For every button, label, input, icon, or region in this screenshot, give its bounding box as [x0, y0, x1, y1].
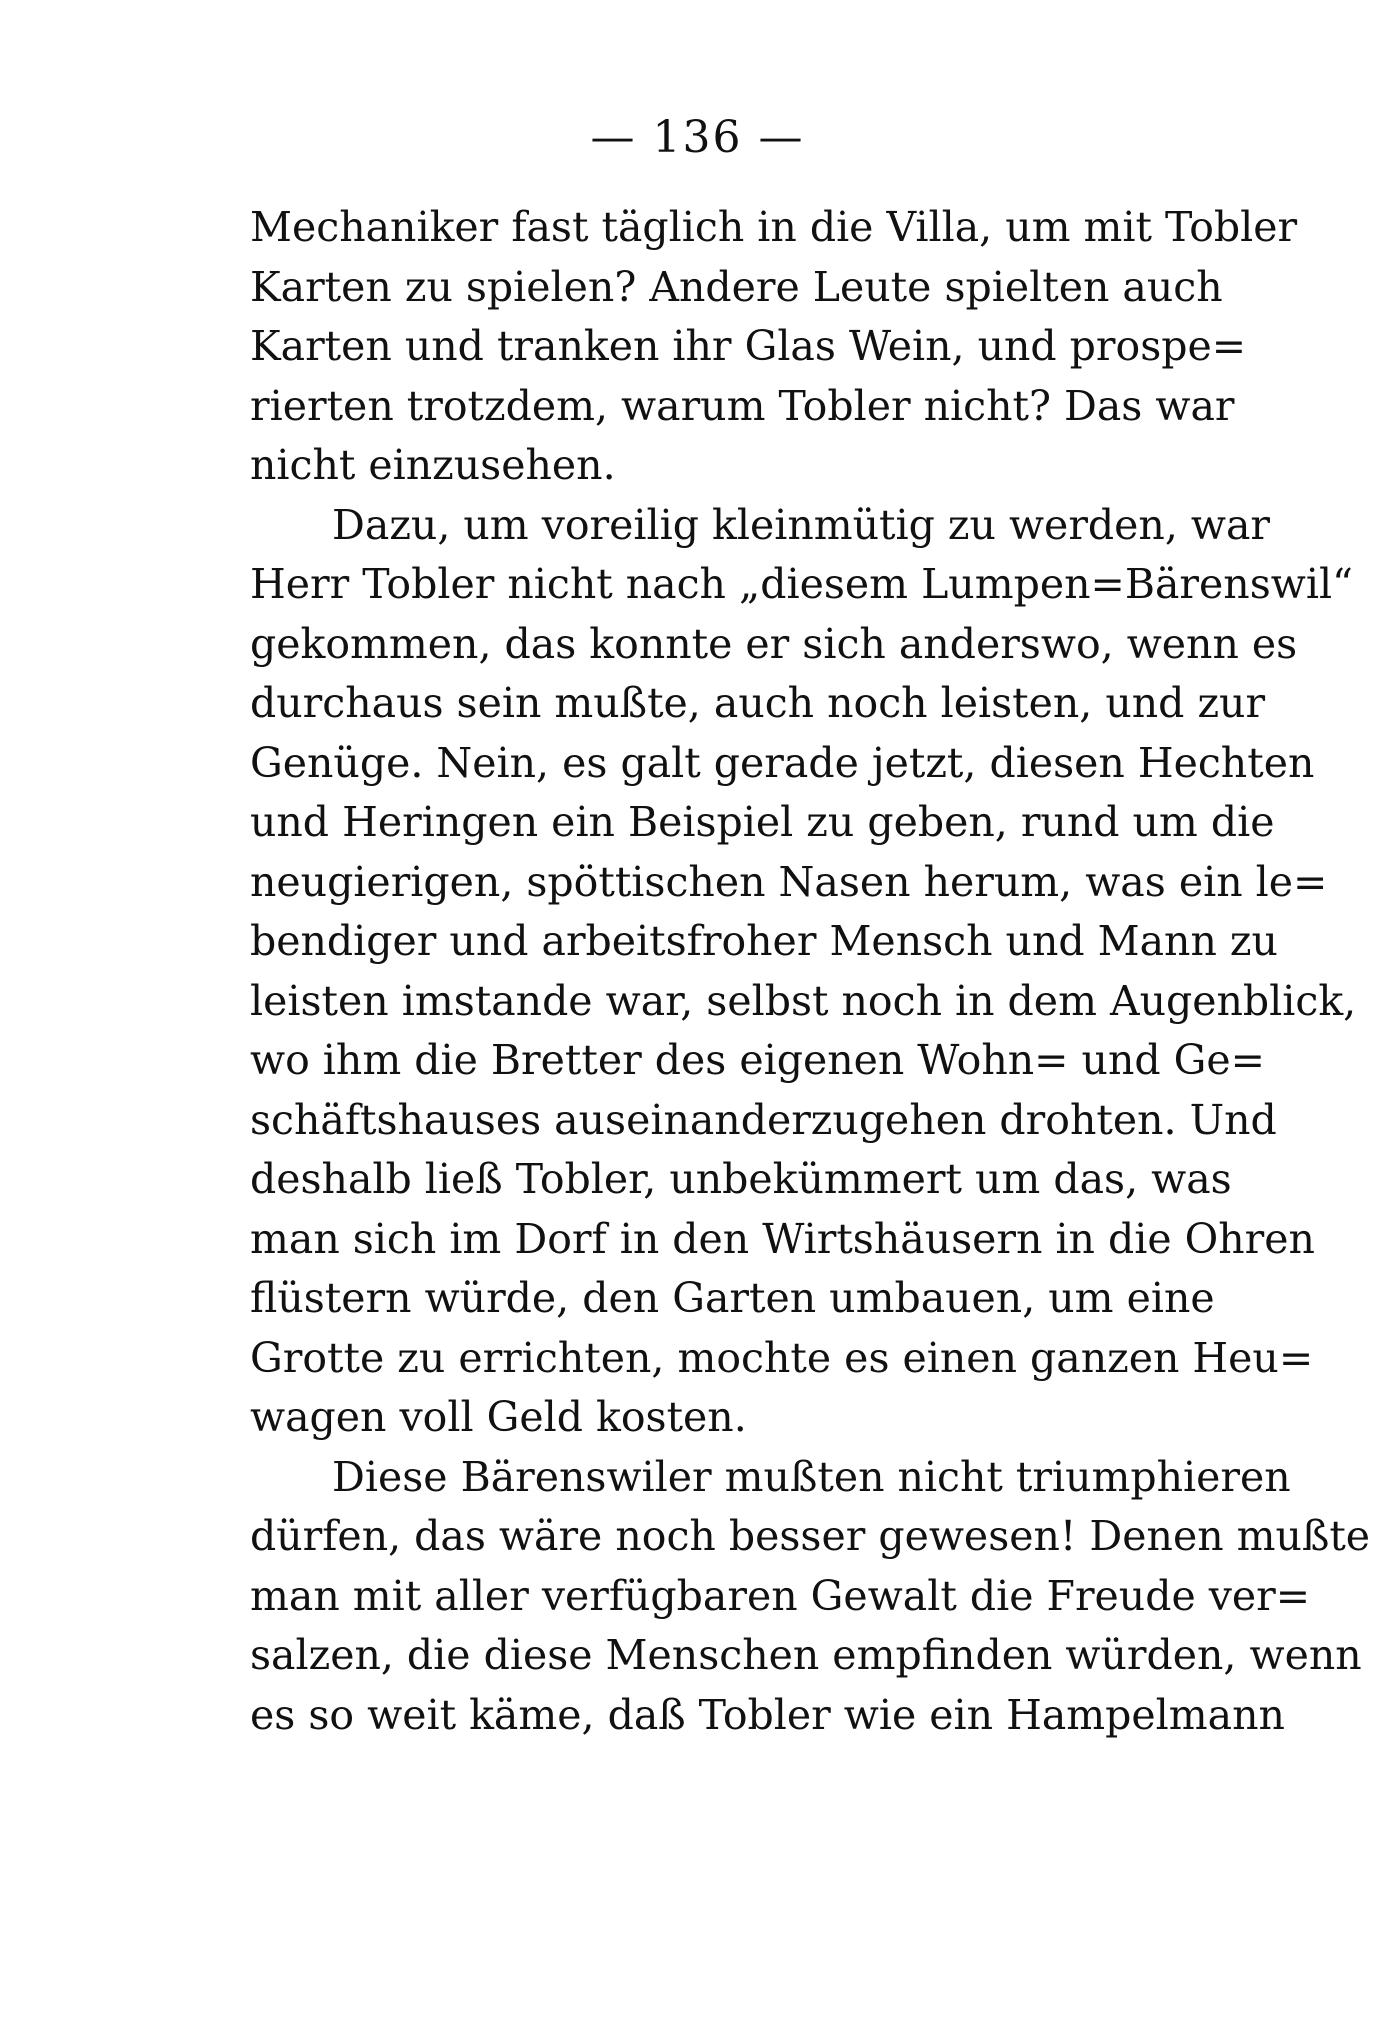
text-line: dürfen, das wäre noch besser gewesen! Denen mußte	[250, 1512, 1371, 1560]
text-line: gekommen, das konnte er sich anderswo, wenn es	[250, 619, 1298, 668]
text-line: Herr Tobler nicht nach „diesem Lumpen=Bärenswil“	[250, 560, 1354, 608]
text-line: neugierigen, spöttischen Nasen herum, was ein le=	[250, 857, 1328, 906]
text-line: leisten imstande war, selbst noch in dem Augenblick,	[250, 976, 1357, 1025]
page-number: — 136 —	[590, 112, 805, 163]
text-line: man mit aller verfügbaren Gewalt die Freude ver=	[250, 1571, 1311, 1620]
body-text	[250, 198, 1371, 1745]
text-line: und Heringen ein Beispiel zu geben, rund um die	[250, 798, 1275, 846]
text-line: salzen, die diese Menschen empfinden würden, wenn	[250, 1631, 1362, 1679]
text-line: es so weit käme, daß Tobler wie ein Hampelmann	[250, 1690, 1285, 1739]
text-line: durchaus sein mußte, auch noch leisten, und zur	[250, 679, 1266, 727]
text-line: Mechaniker fast täglich in die Villa, um mit Tobler	[250, 203, 1298, 251]
text-line: Grotte zu errichten, mochte es einen ganzen Heu=	[250, 1333, 1314, 1382]
text-line: Karten zu spielen? Andere Leute spielten auch	[250, 262, 1223, 311]
text-line: deshalb ließ Tobler, unbekümmert um das, was	[250, 1155, 1232, 1203]
text-line: schäftshauses auseinanderzugehen drohten. Und	[250, 1095, 1277, 1144]
paragraph-first-line: Diese Bärenswiler mußten nicht triumphieren	[332, 1452, 1291, 1501]
text-line: nicht einzusehen.	[250, 441, 616, 489]
text-line: Genüge. Nein, es galt gerade jetzt, diesen Hechten	[250, 738, 1315, 787]
text-line: Karten und tranken ihr Glas Wein, und prospe=	[250, 322, 1247, 370]
text-line: flüstern würde, den Garten umbauen, um eine	[250, 1274, 1215, 1322]
text-line: man sich im Dorf in den Wirtshäusern in die Ohren	[250, 1214, 1315, 1263]
text-line: wagen voll Geld kosten.	[250, 1393, 747, 1441]
text-line: wo ihm die Bretter des eigenen Wohn= und Ge=	[250, 1036, 1266, 1084]
paragraph-first-line: Dazu, um voreilig kleinmütig zu werden, war	[332, 500, 1271, 549]
text-line: rierten trotzdem, warum Tobler nicht? Das war	[250, 381, 1235, 430]
text-line: bendiger und arbeitsfroher Mensch und Mann zu	[250, 917, 1278, 965]
